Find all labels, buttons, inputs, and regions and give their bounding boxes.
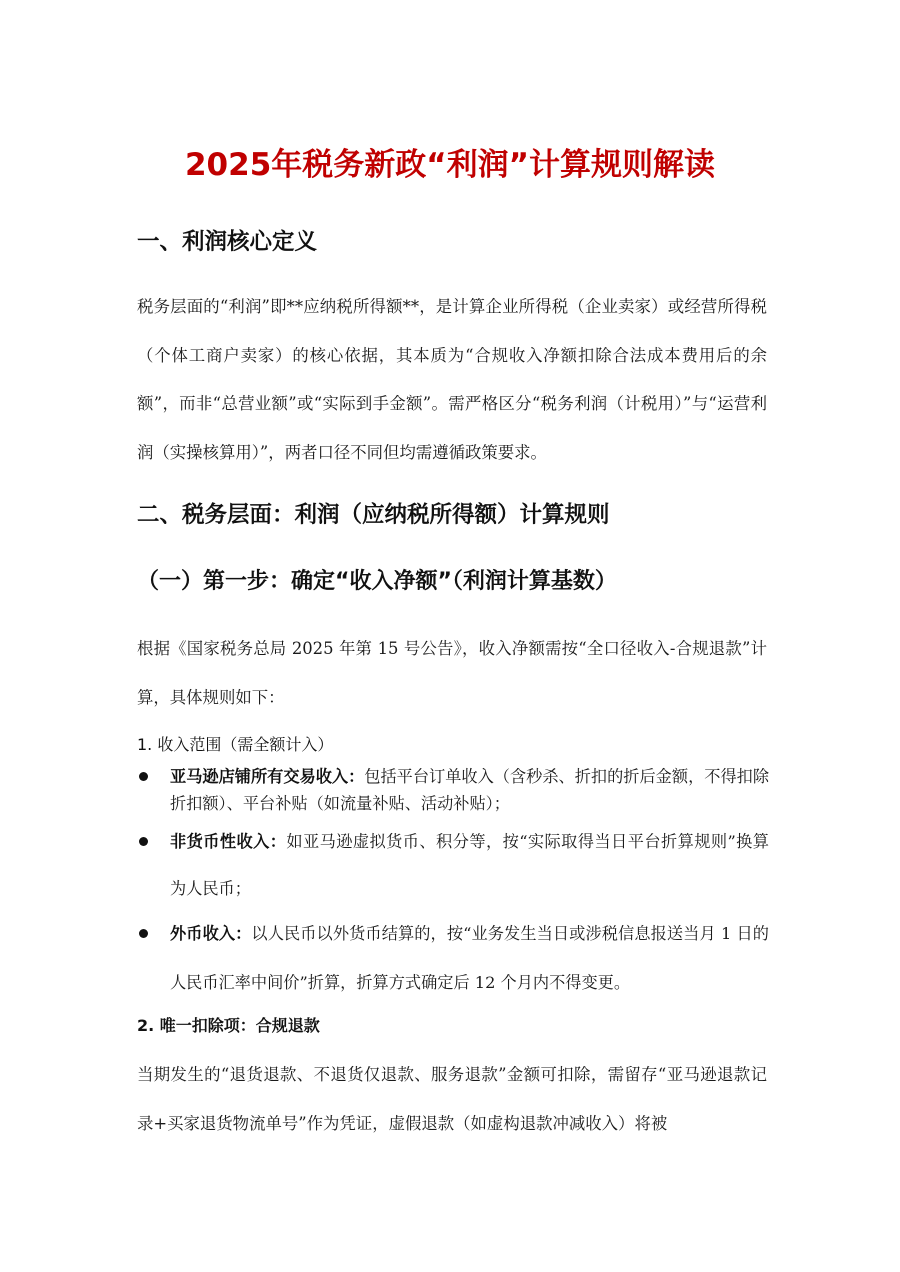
item-2-label: 2. 唯一扣除项：合规退款	[137, 1016, 320, 1035]
bullet-dot-icon	[139, 772, 148, 781]
item-2-paragraph: 当期发生的“退货退款、不退货仅退款、服务退款”金额可扣除，需留存“亚马逊退款记录+买家退货物流单号”作为凭证，虚假退款（如虚构退款冲减收入）将被	[137, 1065, 767, 1133]
step-1-intro: 根据《国家税务总局 2025 年第 15 号公告》，收入净额需按“全口径收入-合规退款”计算，具体规则如下：	[137, 639, 767, 707]
item-1-label: 1. 收入范围（需全额计入）	[137, 735, 334, 754]
bullet-head: 非货币性收入：	[170, 832, 287, 851]
bullet-head: 外币收入：	[170, 924, 252, 943]
bullet-text	[170, 909, 769, 1007]
bullet-body: 包括平台订单收入（含秒杀、折扣的折后金额，不得扣除折扣额）、平台补贴（如流量补贴、活动补贴）；	[170, 767, 770, 813]
bullet-dot-icon	[139, 837, 148, 846]
section-1-heading: 一、利润核心定义	[137, 229, 318, 255]
bullet-head: 亚马逊店铺所有交易收入：	[170, 767, 365, 786]
section-1-paragraph: 税务层面的“利润”即**应纳税所得额**，是计算企业所得税（企业卖家）或经营所得税（个体工商户卖家）的核心依据，其本质为“合规收入净额扣除合法成本费用后的余额”，而非“总营业额”或“实际到手金额”。需严格区分“税务利润（计税用）”与“运营利润（实操核算用）”，两者口径不同但均需遵循政策要求。	[137, 297, 767, 462]
bullet-item-3	[137, 909, 769, 1007]
bullet-item-1	[137, 763, 769, 817]
step-1-heading: （一）第一步：确定“收入净额”（利润计算基数）	[137, 569, 617, 594]
bullet-body: 以人民币以外货币结算的，按“业务发生当日或涉税信息报送当月 1 日的人民币汇率中间价”折算，折算方式确定后 12 个月内不得变更。	[170, 924, 769, 992]
section-2-heading: 二、税务层面：利润（应纳税所得额）计算规则	[137, 502, 610, 528]
bullet-dot-icon	[139, 929, 148, 938]
bullet-body: 如亚马逊虚拟货币、积分等，按“实际取得当日平台折算规则”换算为人民币；	[170, 832, 769, 898]
bullet-text	[170, 763, 769, 817]
document-title: 2025年税务新政“利润”计算规则解读	[184, 147, 716, 183]
bullet-item-2	[137, 818, 769, 912]
bullet-text	[170, 818, 769, 912]
